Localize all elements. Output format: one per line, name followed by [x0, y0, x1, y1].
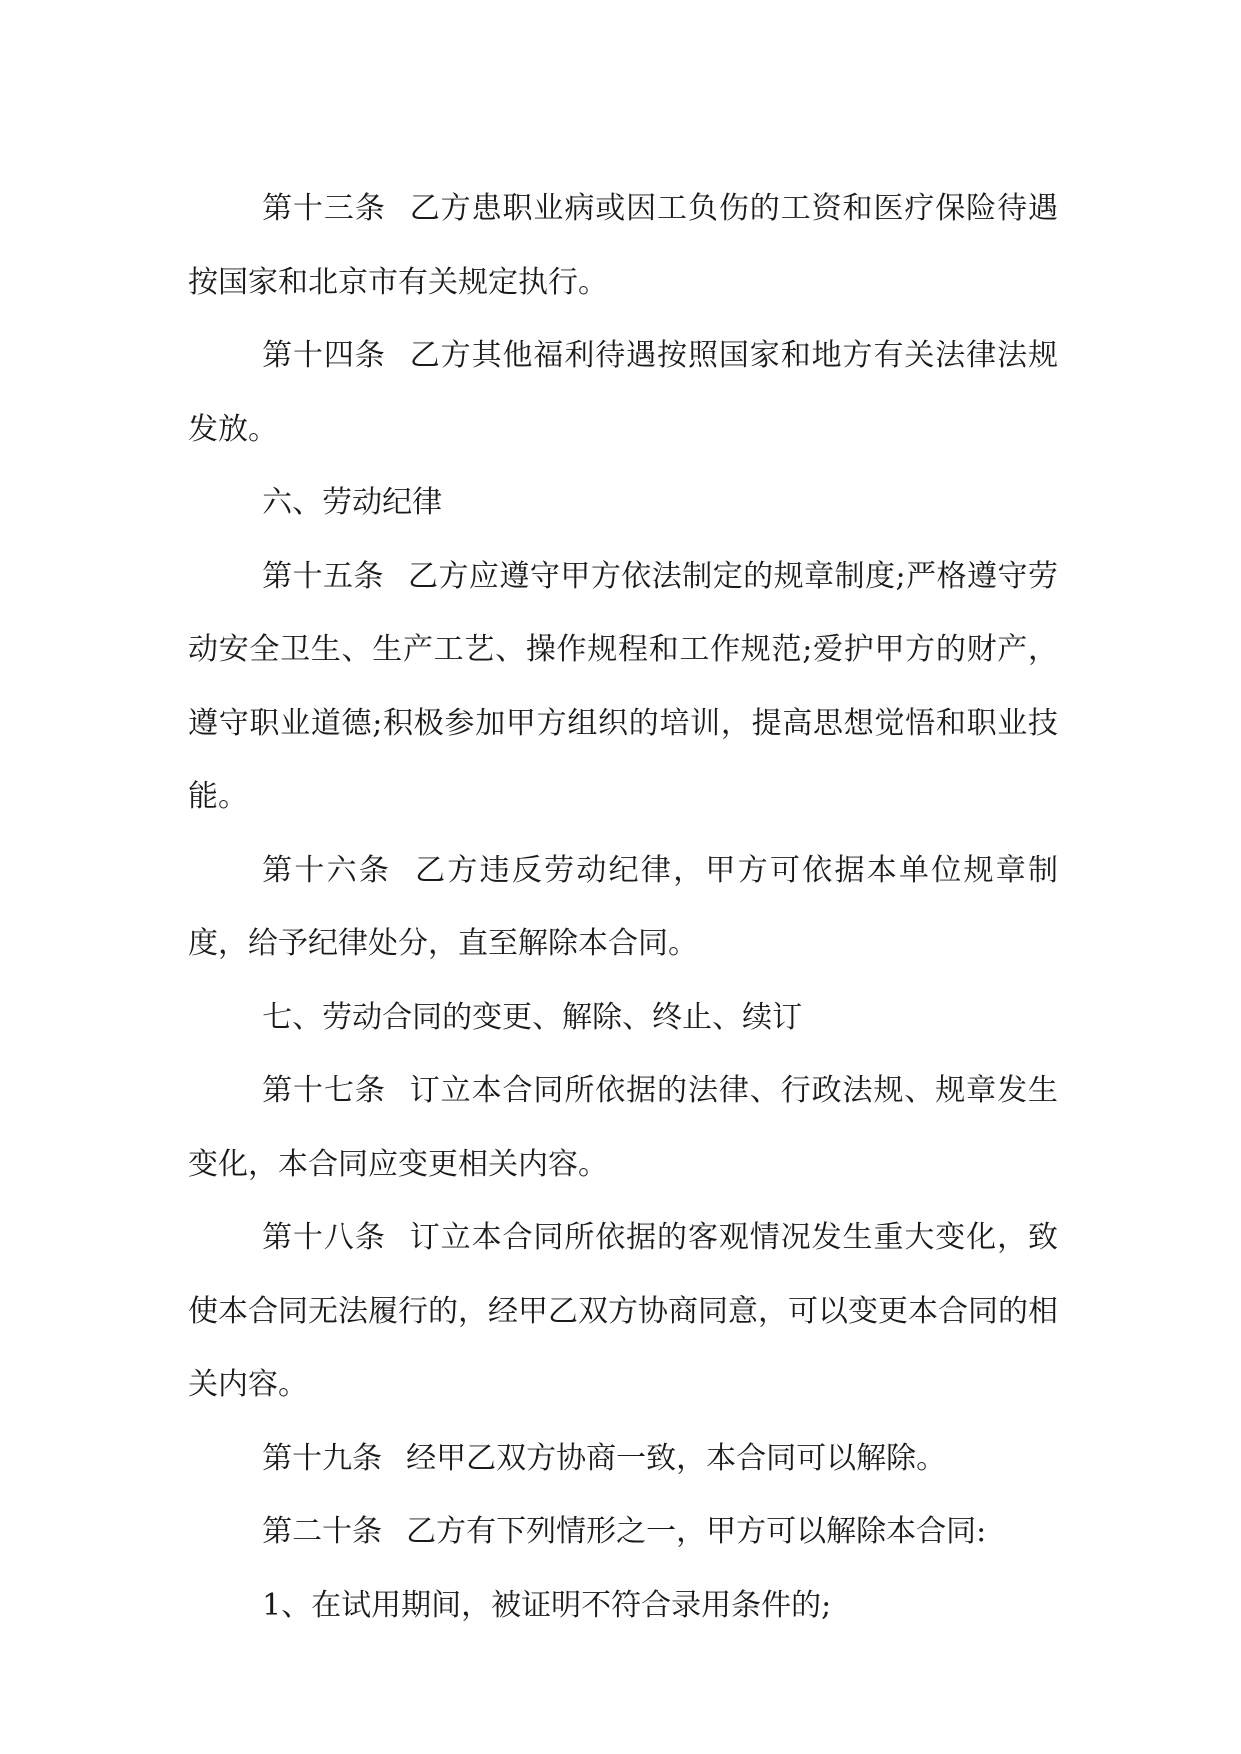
article-number: 第十六条 [262, 852, 392, 888]
article-text: 乙方违反劳动纪律，甲方可依据本单位规章制度，给予纪律处分，直至解除本合同。 [188, 852, 1059, 961]
article-text: 乙方患职业病或因工负伤的工资和医疗保险待遇按国家和北京市有关规定执行。 [188, 191, 1059, 300]
article-number: 第十四条 [262, 338, 386, 373]
article-number: 第十八条 [262, 1220, 386, 1255]
article-number: 第十九条 [262, 1440, 383, 1476]
article-text: 订立本合同所依据的法律、行政法规、规章发生变化，本合同应变更相关内容。 [188, 1073, 1059, 1182]
list-item-text: 1、在试用期间，被证明不符合录用条件的; [262, 1587, 832, 1623]
document-body [188, 172, 1058, 1642]
paragraph-article-14 [188, 319, 1058, 466]
section-heading-labor-discipline [188, 466, 1058, 540]
article-text: 经甲乙双方协商一致，本合同可以解除。 [406, 1440, 947, 1476]
section-heading-text: 六、劳动纪律 [262, 485, 443, 520]
paragraph-article-13 [188, 172, 1058, 319]
article-number: 第十七条 [262, 1073, 386, 1108]
paragraph-article-19 [188, 1422, 1058, 1496]
article-number: 第十五条 [262, 558, 384, 594]
paragraph-article-20 [188, 1495, 1058, 1569]
article-text: 乙方有下列情形之一，甲方可以解除本合同: [406, 1514, 987, 1549]
paragraph-article-18 [188, 1201, 1058, 1422]
article-text: 乙方其他福利待遇按照国家和地方有关法律法规发放。 [188, 338, 1059, 447]
article-number: 第十三条 [262, 191, 386, 226]
article-text: 乙方应遵守甲方依法制定的规章制度;严格遵守劳动安全卫生、生产工艺、操作规程和工作规范;爱护甲方的财产，遵守职业道德;积极参加甲方组织的培训，提高思想觉悟和职业技能。 [188, 558, 1059, 814]
article-number: 第二十条 [262, 1514, 383, 1549]
section-heading-contract-changes [188, 981, 1058, 1055]
paragraph-article-17 [188, 1054, 1058, 1201]
paragraph-article-15 [188, 540, 1058, 834]
paragraph-article-16 [188, 834, 1058, 981]
article-text: 订立本合同所依据的客观情况发生重大变化，致使本合同无法履行的，经甲乙双方协商同意，可以变更本合同的相关内容。 [188, 1220, 1059, 1402]
list-item-1 [188, 1569, 1058, 1643]
section-heading-text: 七、劳动合同的变更、解除、终止、续订 [262, 999, 803, 1035]
